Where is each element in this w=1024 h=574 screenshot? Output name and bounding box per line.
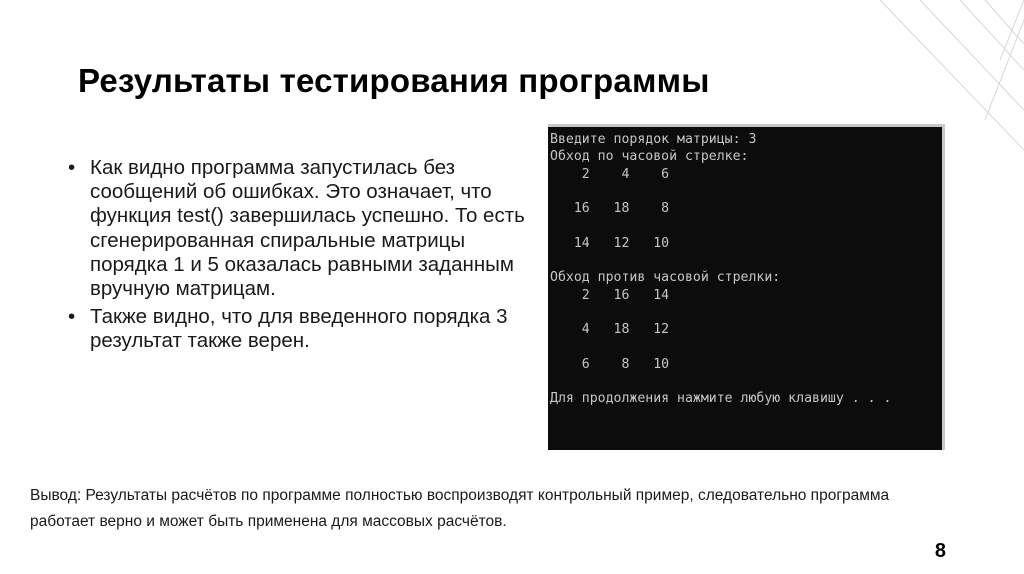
- page-number: 8: [934, 540, 946, 562]
- bullet-item: [62, 156, 532, 301]
- console-output: Введите порядок матрицы: 3 Обход по часовой стрелке: 2 4 6 16 18 8 14 12 10 Обход против часовой стрелки: 2 16 14 4 18 12 6 8 10 Для продолжения нажмите любую клавишу . . .: [550, 132, 892, 407]
- bullet-text: Также видно, что для введенного порядка 3 результат также верен.: [90, 305, 508, 353]
- conclusion-text: Вывод: Результаты расчётов по программе полностью воспроизводят контрольный пример, следовательно программа работает верно и может быть применена для массовых расчётов.: [30, 487, 890, 530]
- bullet-dot-icon: •: [68, 156, 76, 179]
- bullet-item: [62, 305, 532, 353]
- bullet-list: [62, 156, 532, 358]
- console-screenshot: [548, 124, 945, 450]
- slide-title: Результаты тестирования программы: [78, 62, 710, 99]
- bullet-text: Как видно программа запустилась без сообщений об ошибках. Это означает, что функция test() завершилась успешно. То есть сгенерированная спиральные матрицы порядка 1 и 5 оказалась равными заданным вручную матрицам.: [90, 156, 525, 301]
- bullet-dot-icon: •: [68, 305, 76, 329]
